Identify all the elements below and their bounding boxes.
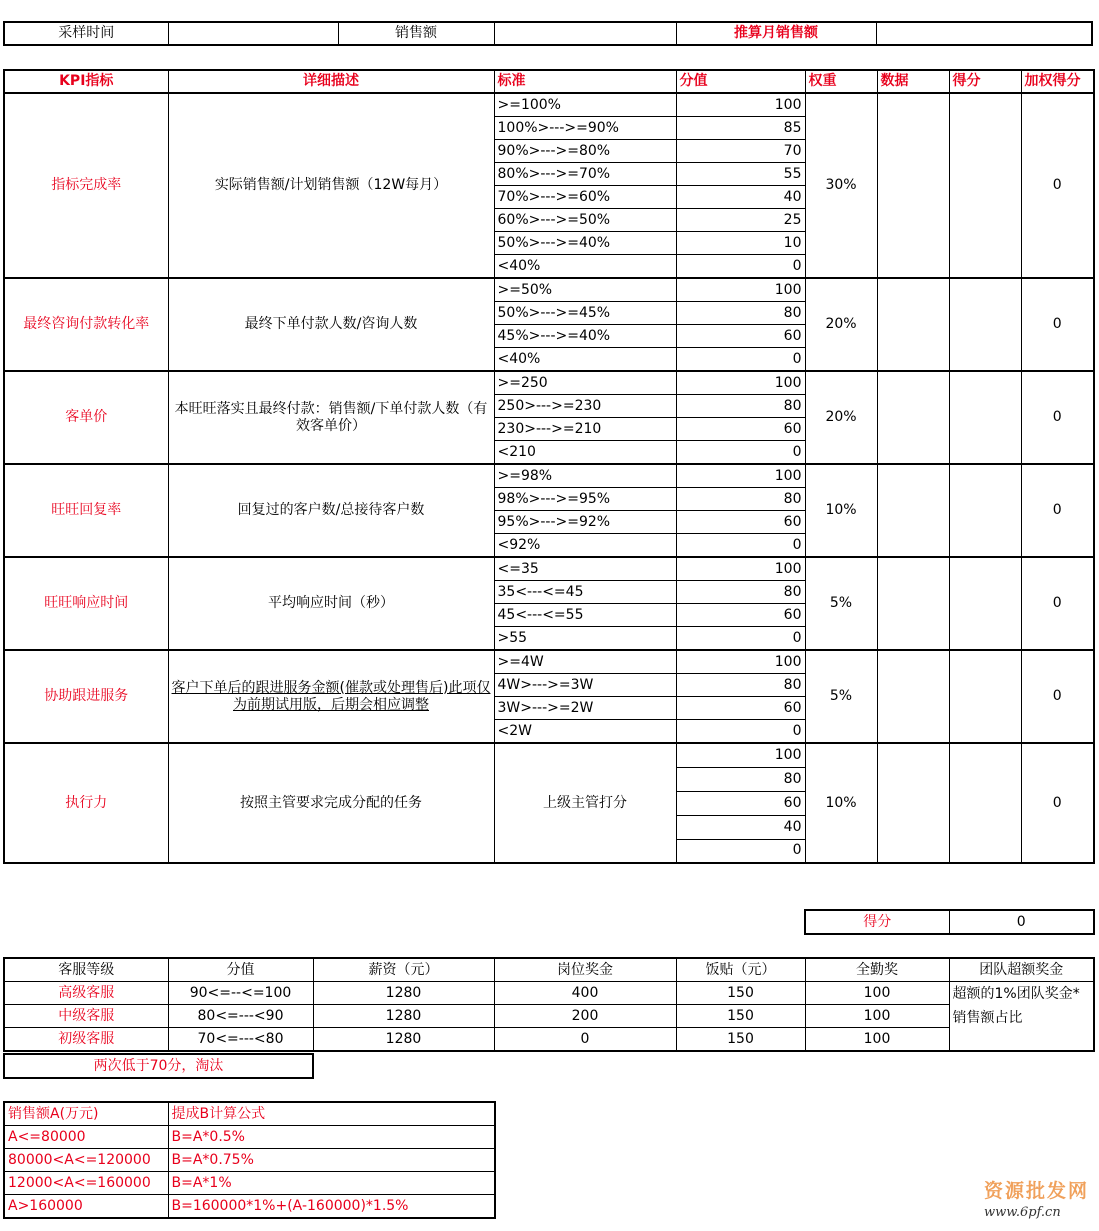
kpi-header-description: 详细描述 (168, 70, 494, 93)
kpi-standard: 4W>--->=3W (494, 674, 676, 697)
kpi-points: 0 (676, 720, 805, 744)
kpi-weighted-score: 0 (1021, 93, 1094, 278)
kpi-score[interactable] (949, 557, 1021, 650)
kpi-header-data: 数据 (877, 70, 949, 93)
kpi-indicator: 最终咨询付款转化率 (4, 278, 168, 371)
kpi-data[interactable] (877, 278, 949, 371)
kpi-standard: >=50% (494, 278, 676, 302)
commission-table (3, 1101, 496, 1219)
kpi-data[interactable] (877, 650, 949, 743)
kpi-points: 25 (676, 209, 805, 232)
kpi-points: 80 (676, 395, 805, 418)
kpi-indicator: 旺旺回复率 (4, 464, 168, 557)
level-meal: 150 (676, 1005, 805, 1028)
kpi-header-standard: 标准 (494, 70, 676, 93)
kpi-standard: 250>--->=230 (494, 395, 676, 418)
kpi-standard: 98%>--->=95% (494, 488, 676, 511)
level-header-points: 分值 (168, 958, 313, 982)
watermark-url: www.6pf.cn (984, 1205, 1061, 1220)
commission-row (4, 1126, 495, 1149)
total-score-label: 得分 (805, 910, 949, 934)
kpi-data[interactable] (877, 743, 949, 863)
level-row (4, 982, 1094, 1005)
kpi-points: 100 (676, 650, 805, 674)
kpi-weight: 20% (805, 278, 877, 371)
kpi-weight: 5% (805, 557, 877, 650)
kpi-standard: 45%>--->=40% (494, 325, 676, 348)
level-header-grade: 客服等级 (4, 958, 168, 982)
kpi-points: 80 (676, 767, 805, 791)
kpi-description: 回复过的客户数/总接待客户数 (168, 464, 494, 557)
kpi-standard: 50%>--->=40% (494, 232, 676, 255)
kpi-score[interactable] (949, 743, 1021, 863)
kpi-points: 100 (676, 743, 805, 767)
sampling-time-label: 采样时间 (4, 22, 168, 45)
kpi-indicator: 旺旺响应时间 (4, 557, 168, 650)
kpi-header-weighted-score: 加权得分 (1021, 70, 1094, 93)
elimination-table (3, 1053, 314, 1079)
sampling-time-value[interactable] (168, 22, 338, 45)
kpi-standard: 95%>--->=92% (494, 511, 676, 534)
kpi-standard: <=35 (494, 557, 676, 581)
kpi-indicator: 执行力 (4, 743, 168, 863)
kpi-header-points: 分值 (676, 70, 805, 93)
kpi-weighted-score: 0 (1021, 464, 1094, 557)
kpi-points: 0 (676, 441, 805, 465)
kpi-standard: 45<---<=55 (494, 604, 676, 627)
kpi-data[interactable] (877, 464, 949, 557)
total-score-value: 0 (949, 910, 1094, 934)
kpi-row (4, 743, 1094, 767)
level-grade: 中级客服 (4, 1005, 168, 1028)
kpi-description: 客户下单后的跟进服务金额(催款或处理售后)此项仅为前期试用版，后期会相应调整 (168, 650, 494, 743)
kpi-standard: 230>--->=210 (494, 418, 676, 441)
level-salary: 1280 (313, 1005, 494, 1028)
kpi-standard: 90%>--->=80% (494, 140, 676, 163)
kpi-standard: <210 (494, 441, 676, 465)
level-header-attendance: 全勤奖 (805, 958, 949, 982)
kpi-points: 60 (676, 511, 805, 534)
kpi-description: 本旺旺落实且最终付款：销售额/下单付款人数（有效客单价） (168, 371, 494, 464)
kpi-data[interactable] (877, 557, 949, 650)
level-meal: 150 (676, 1028, 805, 1052)
kpi-points: 100 (676, 93, 805, 117)
kpi-points: 40 (676, 815, 805, 839)
level-row (4, 1028, 1094, 1052)
kpi-points: 100 (676, 464, 805, 488)
commission-header-sales: 销售额A(万元) (4, 1102, 168, 1126)
service-level-table (3, 957, 1095, 1052)
kpi-points: 80 (676, 488, 805, 511)
level-grade: 初级客服 (4, 1028, 168, 1052)
kpi-weighted-score: 0 (1021, 371, 1094, 464)
header-table (3, 21, 1093, 46)
commission-formula: B=A*1% (168, 1172, 495, 1195)
kpi-points: 70 (676, 140, 805, 163)
commission-range: 80000<A<=120000 (4, 1149, 168, 1172)
kpi-row (4, 371, 1094, 395)
kpi-points: 100 (676, 278, 805, 302)
kpi-points: 60 (676, 604, 805, 627)
commission-row (4, 1172, 495, 1195)
kpi-standard: 80%>--->=70% (494, 163, 676, 186)
level-grade: 高级客服 (4, 982, 168, 1005)
watermark (984, 1176, 1094, 1220)
commission-header-formula: 提成B计算公式 (168, 1102, 495, 1126)
kpi-weighted-score: 0 (1021, 650, 1094, 743)
kpi-row (4, 93, 1094, 117)
watermark-text: 资源批发网 (984, 1180, 1090, 1202)
kpi-standard: >=4W (494, 650, 676, 674)
level-attendance: 100 (805, 982, 949, 1005)
kpi-standard: <40% (494, 348, 676, 372)
kpi-data[interactable] (877, 93, 949, 278)
estimated-sales-value[interactable] (876, 22, 1092, 45)
kpi-points: 0 (676, 534, 805, 558)
kpi-weighted-score: 0 (1021, 557, 1094, 650)
kpi-standard: <2W (494, 720, 676, 744)
kpi-standard: 70%>--->=60% (494, 186, 676, 209)
kpi-score[interactable] (949, 371, 1021, 464)
kpi-description: 实际销售额/计划销售额（12W每月） (168, 93, 494, 278)
kpi-points: 100 (676, 371, 805, 395)
level-bonus: 200 (494, 1005, 676, 1028)
kpi-points: 60 (676, 325, 805, 348)
commission-range: A<=80000 (4, 1126, 168, 1149)
kpi-points: 80 (676, 674, 805, 697)
kpi-standard: >=100% (494, 93, 676, 117)
kpi-points: 60 (676, 418, 805, 441)
level-salary: 1280 (313, 1028, 494, 1052)
level-header-meal: 饭贴（元） (676, 958, 805, 982)
kpi-description: 平均响应时间（秒） (168, 557, 494, 650)
commission-range: A>160000 (4, 1195, 168, 1219)
commission-formula: B=160000*1%+(A-160000)*1.5% (168, 1195, 495, 1219)
kpi-standard: 3W>--->=2W (494, 697, 676, 720)
level-bonus: 0 (494, 1028, 676, 1052)
elimination-note: 两次低于70分，淘汰 (4, 1054, 313, 1078)
kpi-weight: 30% (805, 93, 877, 278)
level-range: 90<=--<=100 (168, 982, 313, 1005)
kpi-header-score: 得分 (949, 70, 1021, 93)
kpi-score[interactable] (949, 278, 1021, 371)
kpi-points: 85 (676, 117, 805, 140)
kpi-standard: 50%>--->=45% (494, 302, 676, 325)
kpi-header-indicator: KPI指标 (4, 70, 168, 93)
level-header-bonus: 岗位奖金 (494, 958, 676, 982)
kpi-standard: >55 (494, 627, 676, 651)
kpi-description: 最终下单付款人数/咨询人数 (168, 278, 494, 371)
kpi-weight: 5% (805, 650, 877, 743)
kpi-points: 10 (676, 232, 805, 255)
kpi-points: 40 (676, 186, 805, 209)
commission-row (4, 1149, 495, 1172)
kpi-table (3, 69, 1095, 864)
kpi-description: 按照主管要求完成分配的任务 (168, 743, 494, 863)
kpi-points: 0 (676, 348, 805, 372)
commission-formula: B=A*0.5% (168, 1126, 495, 1149)
level-range: 70<=---<80 (168, 1028, 313, 1052)
kpi-points: 0 (676, 839, 805, 863)
kpi-weight: 20% (805, 371, 877, 464)
commission-row (4, 1195, 495, 1219)
sales-value[interactable] (494, 22, 676, 45)
kpi-standard: <40% (494, 255, 676, 279)
kpi-standard: >=98% (494, 464, 676, 488)
kpi-standard: 60%>--->=50% (494, 209, 676, 232)
kpi-standard: 35<---<=45 (494, 581, 676, 604)
kpi-score[interactable] (949, 650, 1021, 743)
kpi-weight: 10% (805, 464, 877, 557)
kpi-points: 0 (676, 255, 805, 279)
level-salary: 1280 (313, 982, 494, 1005)
kpi-standard: 100%>--->=90% (494, 117, 676, 140)
level-header-salary: 薪资（元） (313, 958, 494, 982)
kpi-points: 80 (676, 581, 805, 604)
level-attendance: 100 (805, 1005, 949, 1028)
kpi-header-weight: 权重 (805, 70, 877, 93)
kpi-indicator: 协助跟进服务 (4, 650, 168, 743)
kpi-weighted-score: 0 (1021, 278, 1094, 371)
kpi-row (4, 278, 1094, 302)
kpi-points: 80 (676, 302, 805, 325)
kpi-standard: <92% (494, 534, 676, 558)
kpi-row (4, 464, 1094, 488)
kpi-points: 60 (676, 697, 805, 720)
kpi-indicator: 指标完成率 (4, 93, 168, 278)
level-attendance: 100 (805, 1028, 949, 1052)
kpi-standard: >=250 (494, 371, 676, 395)
level-row (4, 1005, 1094, 1028)
estimated-sales-label: 推算月销售额 (676, 22, 876, 45)
kpi-score[interactable] (949, 93, 1021, 278)
kpi-score[interactable] (949, 464, 1021, 557)
sales-label: 销售额 (338, 22, 494, 45)
kpi-points: 55 (676, 163, 805, 186)
kpi-row (4, 557, 1094, 581)
kpi-standard: 上级主管打分 (494, 743, 676, 863)
kpi-data[interactable] (877, 371, 949, 464)
kpi-points: 100 (676, 557, 805, 581)
level-meal: 150 (676, 982, 805, 1005)
level-bonus: 400 (494, 982, 676, 1005)
level-range: 80<=---<90 (168, 1005, 313, 1028)
kpi-points: 0 (676, 627, 805, 651)
level-header-team-bonus: 团队超额奖金 (949, 958, 1094, 982)
commission-range: 12000<A<=160000 (4, 1172, 168, 1195)
kpi-weighted-score: 0 (1021, 743, 1094, 863)
kpi-row (4, 650, 1094, 674)
total-score-table (804, 909, 1095, 935)
commission-formula: B=A*0.75% (168, 1149, 495, 1172)
kpi-points: 60 (676, 791, 805, 815)
kpi-indicator: 客单价 (4, 371, 168, 464)
team-bonus-note: 超额的1%团队奖金*销售额占比 (949, 982, 1094, 1052)
kpi-weight: 10% (805, 743, 877, 863)
